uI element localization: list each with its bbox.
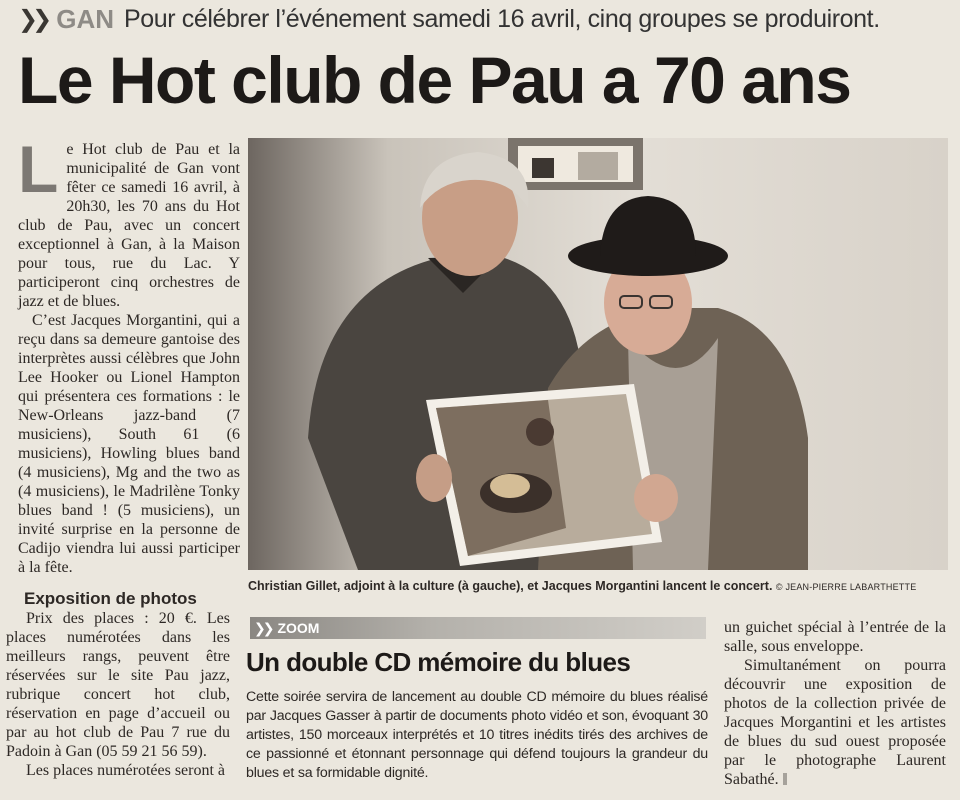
lead-article (18, 132, 240, 577)
kicker-text: Pour célébrer l’événement samedi 16 avril, cinq groupes se produiront. (124, 4, 880, 33)
zoom-label-text: ZOOM (277, 620, 320, 636)
continuation-paragraph-2 (724, 656, 946, 789)
continuation-paragraph-2-text: Simultanément on pourra découvrir une exposition de photos de la collection privée de Jacques Morgantini et les artistes de blues du sud ouest proposée par le photographe Laurent Sabathé. (724, 657, 946, 788)
zoom-chevron-icon: ❯❯ (254, 621, 272, 637)
headline: Le Hot club de Pau a 70 ans (18, 43, 851, 117)
continuation-paragraph-1: un guichet spécial à l’entrée de la salle, sous enveloppe. (724, 619, 946, 655)
double-chevron-icon: ❯❯ (18, 5, 47, 33)
continuation-article (724, 618, 946, 789)
kicker-location: GAN (56, 3, 114, 34)
expo-heading: Exposition de photos (24, 589, 197, 608)
lead-paragraph-2: C’est Jacques Morgantini, qui a reçu dans sa demeure gantoise des interprètes aussi célèbres que John Lee Hooker ou Lionel Hampton qui présentera ces formations : le New-Orleans jazz-band (7 musiciens), South 61 (6 musiciens), Howling blues band (4 musiciens), Mg and the two as (4 musiciens), le Madrilène Tonky blues band ! (5 musiciens), un invité surprise en la personne de Cadijo viendra lui aussi participer à la fête. (18, 312, 240, 576)
zoom-article (246, 688, 708, 783)
zoom-body-text: Cette soirée servira de lancement au double CD mémoire du blues réalisé par Jacques Gasser à partir de documents photo vidéo et son, évoquant 30 artistes, 150 morceaux interprétés et 10 titres inédits tirés des archives de ce passionné et étonnant personnage qui défend toujours la grandeur du blues et sa formidable dignité. (246, 689, 708, 781)
photo-credit: © JEAN-PIERRE LABARTHETTE (775, 582, 917, 592)
article-photo (248, 138, 948, 570)
expo-paragraph-2: Les places numérotées seront à (26, 762, 226, 779)
expo-paragraph-1: Prix des places : 20 €. Les places numérotées dans les meilleurs rangs, peuvent être réservées sur le site Pau jazz, rubrique concert hot club, réservation en page d’accueil ou par au hot club de Pau 7 rue du Padoin à Gan (05 59 21 56 59). (6, 610, 230, 760)
lead-paragraph-1: e Hot club de Pau et la municipalité de Gan vont fêter ce samedi 16 avril, à 20h30, les 70 ans du Hot club de Pau, avec un concert exceptionnel à Gan, à la Maison pour tous, rue du Lac. Y participeront cinq orchestres de jazz et de blues. (18, 141, 240, 310)
end-mark (783, 773, 787, 785)
kicker (18, 2, 880, 36)
photo-illustration (248, 138, 948, 570)
zoom-title: Un double CD mémoire du blues (246, 647, 631, 677)
drop-cap: L (18, 132, 59, 206)
expo-article (6, 609, 230, 780)
photo-caption-text: Christian Gillet, adjoint à la culture (à gauche), et Jacques Morgantini lancent le concert. (248, 579, 773, 593)
zoom-label (254, 617, 319, 639)
photo-caption (248, 579, 948, 593)
